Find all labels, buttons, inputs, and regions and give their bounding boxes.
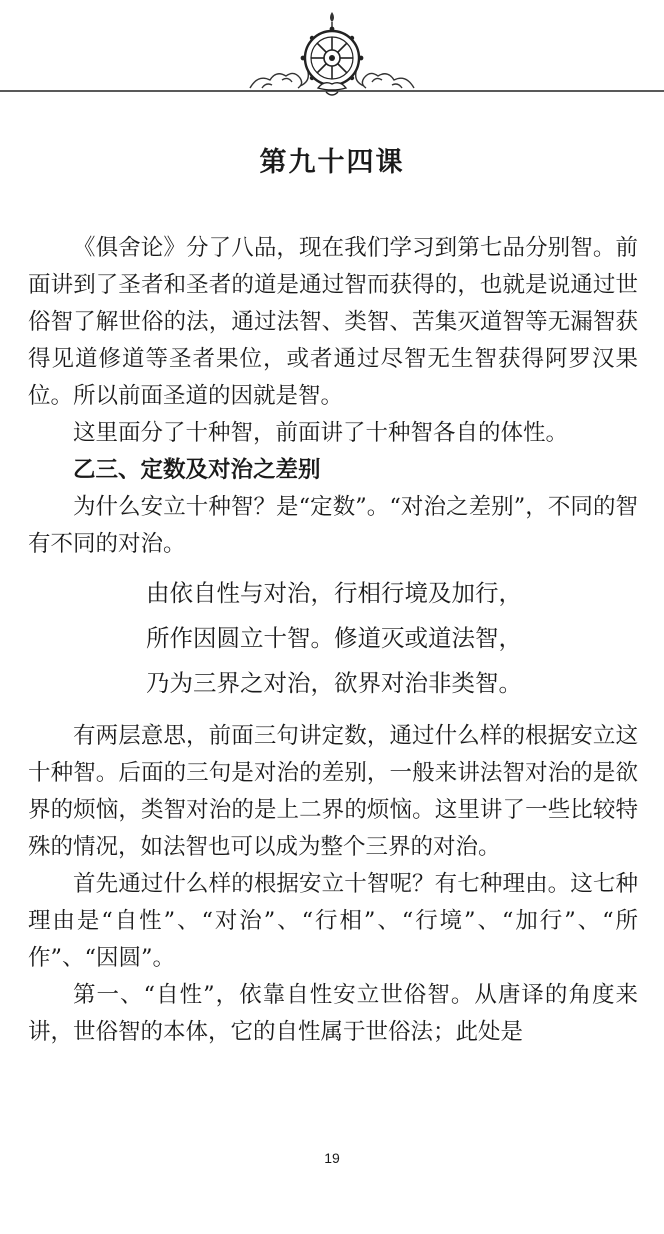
body-content	[28, 230, 638, 1051]
verse-line-3: 乃为三界之对治，欲界对治非类智。	[146, 669, 522, 697]
header-ornament	[0, 0, 664, 110]
dharma-wheel-icon	[0, 0, 664, 110]
paragraph-4: 有两层意思，前面三句讲定数，通过什么样的根据安立这十种智。后面的三句是对治的差别，一般来讲法智对治的是欲界的烦恼，类智对治的是上二界的烦恼。这里讲了一些比较特殊的情况，如法智也可以成为整个三界的对治。	[28, 723, 638, 860]
page-title: 第九十四课	[259, 147, 405, 178]
page-number: 19	[324, 1150, 340, 1166]
verse-line-2: 所作因圆立十智。修道灭或道法智，	[146, 624, 522, 652]
paragraph-6: 第一、“自性”，依靠自性安立世俗智。从唐译的角度来讲，世俗智的本体，它的自性属于世俗法；此处是	[28, 982, 638, 1045]
paragraph-3: 为什么安立十种智？是“定数”。“对治之差别”，不同的智有不同的对治。	[28, 494, 638, 557]
paragraph-5: 首先通过什么样的根据安立十智呢？有七种理由。这七种理由是“自性”、“对治”、“行相”、“行境”、“加行”、“所作”、“因圆”。	[28, 871, 638, 971]
paragraph-2: 这里面分了十种智，前面讲了十种智各自的体性。	[73, 420, 569, 446]
paragraph-1: 《俱舍论》分了八品，现在我们学习到第七品分别智。前面讲到了圣者和圣者的道是通过智而获得的，也就是说通过世俗智了解世俗的法，通过法智、类智、苦集灭道智等无漏智获得见道修道等圣者果位，或者通过尽智无生智获得阿罗汉果位。所以前面圣道的因就是智。	[28, 235, 638, 409]
verse-line-1: 由依自性与对治，行相行境及加行，	[146, 579, 522, 607]
section-heading: 乙三、定数及对治之差别	[73, 457, 321, 483]
verse-block	[28, 571, 638, 706]
